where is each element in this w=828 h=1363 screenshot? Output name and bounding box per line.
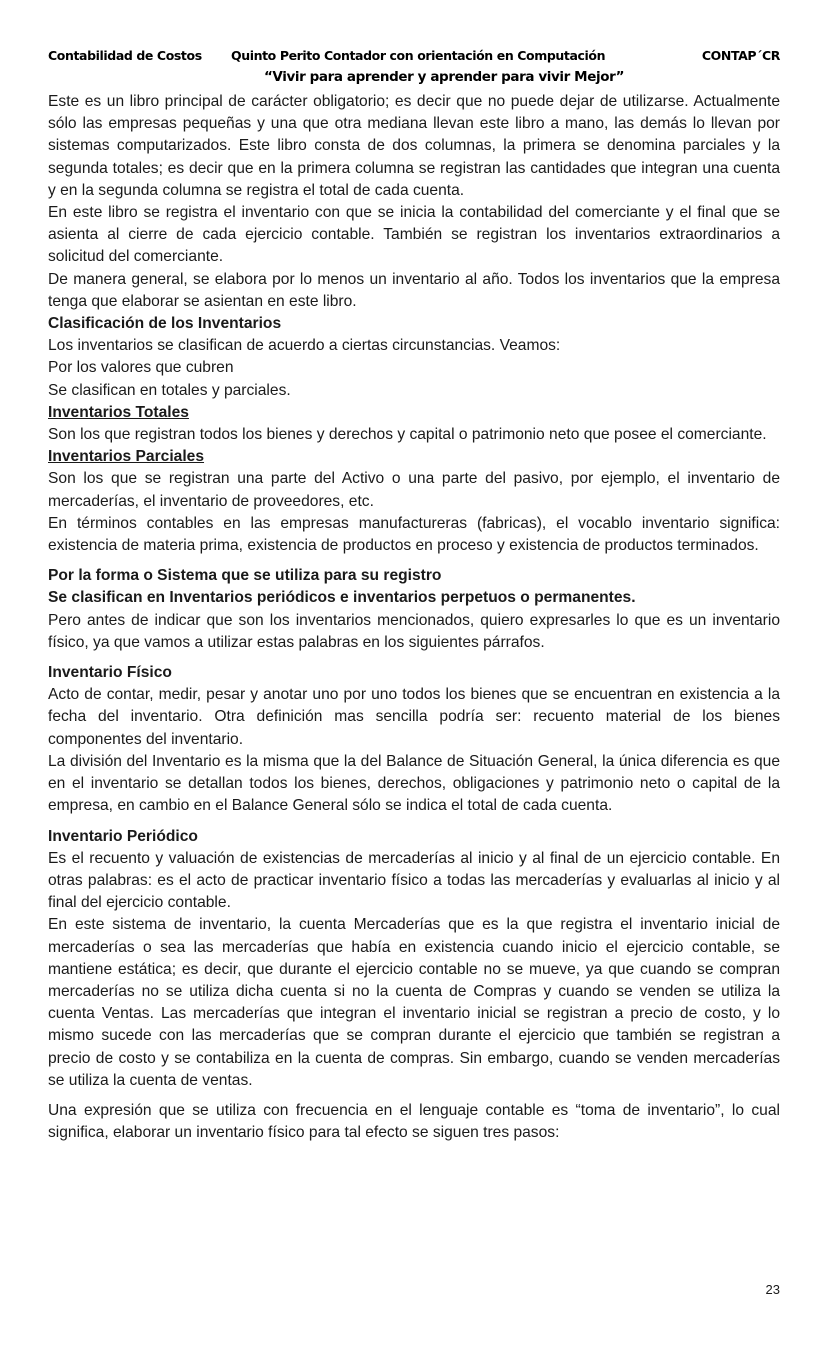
paragraph: Por los valores que cubren [48, 359, 234, 377]
page-number: 23 [765, 1282, 780, 1297]
paragraph: Acto de contar, medir, pesar y anotar uno por uno todos los bienes que se encuentran en existencia a la fecha del inventario. Otra definición mas sencilla podría ser: recuento material de los bienes componentes del inventario. [48, 686, 780, 748]
section-heading: Inventario Físico [48, 664, 172, 682]
section-heading: Por la forma o Sistema que se utiliza para su registro [48, 567, 442, 585]
section-heading: Inventario Periódico [48, 827, 198, 845]
header-motto: “Vivir para aprender y aprender para vivir Mejor” [263, 69, 625, 85]
section-heading: Clasificación de los Inventarios [48, 315, 282, 333]
paragraph: Una expresión que se utiliza con frecuencia en el lenguaje contable es “toma de inventario”, lo cual significa, elaborar un inventario físico para tal efecto se siguen tres pasos: [48, 1101, 780, 1142]
paragraph: Los inventarios se clasifican de acuerdo a ciertas circunstancias. Veamos: [48, 337, 561, 355]
paragraph: Son los que se registran una parte del Activo o una parte del pasivo, por ejemplo, el inventario de mercaderías, el inventario de proveedores, etc. [48, 470, 780, 510]
paragraph: Es el recuento y valuación de existencias de mercaderías al inicio y al final de un ejercicio contable. En otras palabras: es el acto de practicar inventario físico a todas las mercaderías y evaluarlas al inicio y al final del ejercicio contable. [48, 849, 780, 912]
paragraph: Este es un libro principal de carácter obligatorio; es decir que no puede dejar de utilizarse. Actualmente sólo las empresas pequeñas y una que otra mediana llevan este libro a mano, las demás lo llevan por sistemas computarizados. Este libro consta de dos columnas, la primera se denomina parciales y la segunda totales; es decir que en la primera columna se registran las cantidades que integran una cuenta y en la segunda columna se registra el total de cada cuenta. [48, 93, 780, 199]
section-heading: Inventarios Totales [48, 403, 189, 421]
header-code: CONTAP´CR [701, 48, 780, 63]
paragraph: En este libro se registra el inventario con que se inicia la contabilidad del comerciante y el final que se asienta al cierre de cada ejercicio contable. También se registran los inventarios extraordinarios a solicitud del comerciante. [48, 204, 780, 266]
paragraph: En términos contables en las empresas manufactureras (fabricas), el vocablo inventario significa: existencia de materia prima, existencia de productos en proceso y existencia de productos terminados. [48, 514, 780, 555]
paragraph: Son los que registran todos los bienes y derechos y capital o patrimonio neto que posee el comerciante. [48, 426, 767, 444]
paragraph: Se clasifican en totales y parciales. [48, 381, 291, 399]
section-heading: Se clasifican en Inventarios periódicos e inventarios perpetuos o permanentes. [48, 589, 636, 607]
document-body [48, 91, 780, 1144]
header-program: Quinto Perito Contador con orientación en Computación [231, 48, 606, 63]
paragraph: En este sistema de inventario, la cuenta Mercaderías que es la que registra el inventario inicial de mercaderías o sea las mercaderías que había en existencia cuando inicio el ejercicio contable, se mantiene estática; es decir, que durante el ejercicio contable no se mueve, ya que cuando se compran mercaderías no se utiliza dicha cuenta si no la cuenta de Compras y cuando se venden se utiliza la cuenta Ventas. Las mercaderías que integran el inventario inicial se registran a precio de costo, y lo mismo sucede con las mercaderías que se compran durante el ejercicio que también se registran a precio de costo y se contabiliza en la cuenta de compras. Sin embargo, cuando se venden mercaderías se utiliza la cuenta de ventas. [48, 916, 780, 1089]
paragraph: Pero antes de indicar que son los inventarios mencionados, quiero expresarles lo que es un inventario físico, ya que vamos a utilizar estas palabras en los siguientes párrafos. [48, 611, 780, 651]
header-course: Contabilidad de Costos [48, 48, 202, 63]
section-heading: Inventarios Parciales [48, 448, 205, 466]
paragraph: De manera general, se elabora por lo menos un inventario al año. Todos los inventarios que la empresa tenga que elaborar se asientan en este libro. [48, 270, 780, 310]
paragraph: La división del Inventario es la misma que la del Balance de Situación General, la única diferencia es que en el inventario se detallan todos los bienes, derechos, obligaciones y patrimonio neto o capital de la empresa, en cambio en el Balance General sólo se indica el total de cada cuenta. [48, 752, 780, 815]
